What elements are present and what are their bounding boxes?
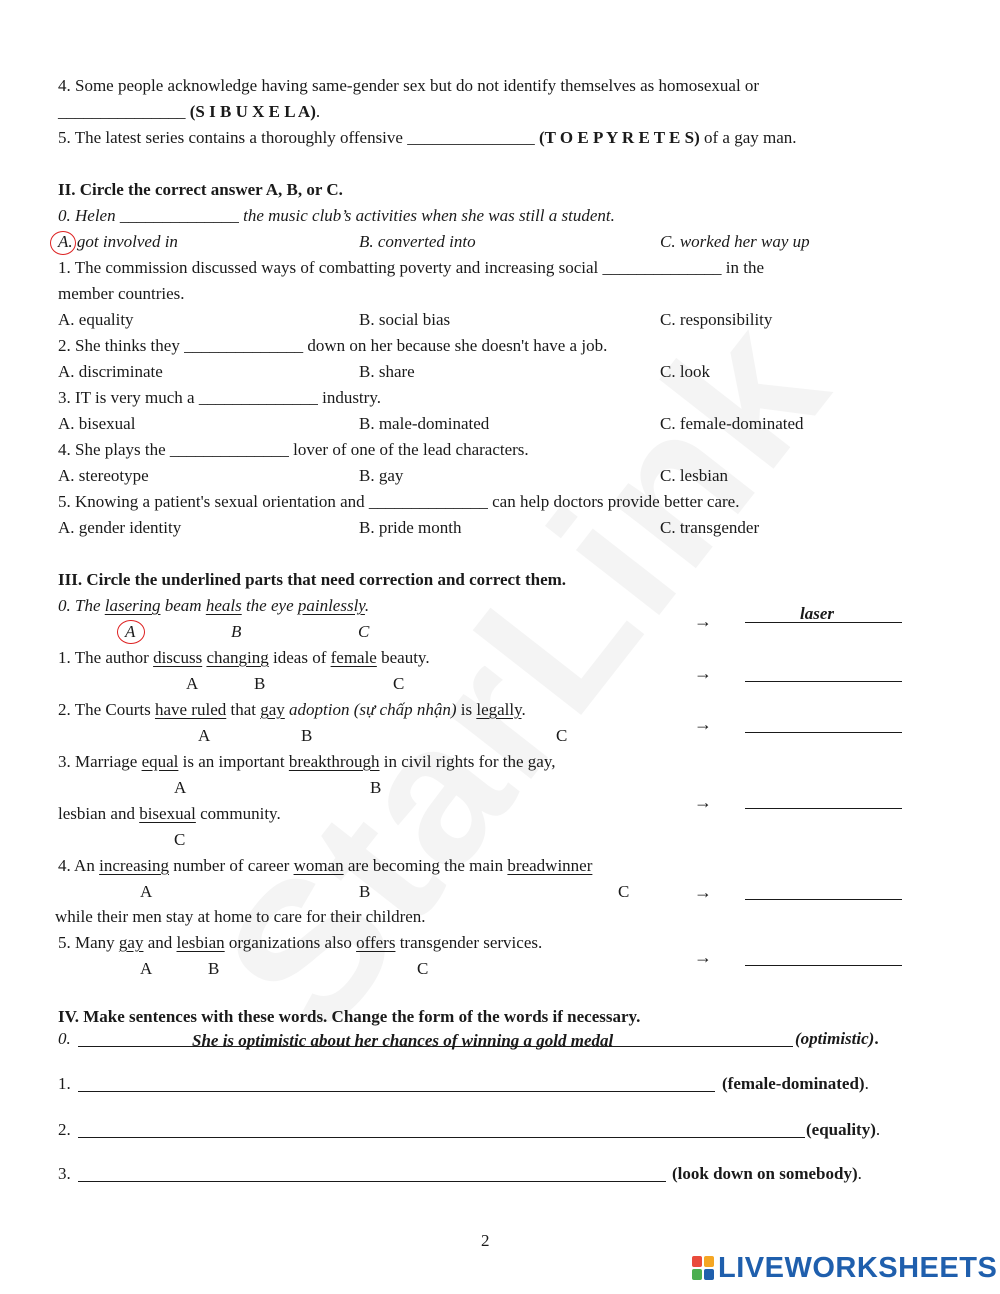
label-b: B (254, 674, 266, 693)
label-c: C (174, 830, 186, 849)
part3-q4-sentence (58, 855, 592, 877)
word-cue: (female-dominated) (722, 1074, 865, 1093)
part2-q1-option-c[interactable]: C. responsibility (660, 310, 773, 329)
label-a: A (186, 674, 199, 693)
part1-q5-clue: (T O E P Y R E T E S) (538, 128, 700, 147)
part2-q3-text: 3. IT is very much a ______________ industry. (58, 388, 381, 407)
arrow-icon: → (694, 792, 712, 812)
period: . (857, 1164, 862, 1183)
sentence-text: 2. The Courts (58, 700, 151, 719)
underlined-part-c[interactable]: female (330, 648, 377, 667)
arrow-icon: → (694, 663, 712, 683)
logo-icon (692, 1256, 714, 1280)
part4-example-number: 0. (58, 1029, 71, 1048)
label-a: A (140, 959, 153, 978)
part4-example-word (795, 1028, 879, 1050)
sentence-text: beauty. (381, 648, 430, 667)
part3-q1-sentence (58, 647, 430, 669)
label-a: A (140, 882, 153, 901)
label-c: C (556, 726, 568, 745)
sentence-text: beam (164, 596, 202, 615)
part1-q4-blank[interactable]: _______________ (58, 102, 186, 121)
label-a: A (174, 778, 187, 797)
underlined-part-b[interactable]: woman (293, 856, 344, 875)
part4-item-2-number: 2. (58, 1120, 71, 1139)
label-a: A (198, 726, 211, 745)
label-c: C (358, 622, 370, 641)
underlined-part-a[interactable]: increasing (99, 856, 169, 875)
part2-q1-text: 1. The commission discussed ways of combatting poverty and increasing social ______________ in the (58, 258, 765, 277)
part2-example-option-b[interactable]: B. converted into (359, 232, 476, 251)
part2-q2-option-c[interactable]: C. look (660, 362, 711, 381)
answer-blank-4[interactable] (745, 899, 902, 900)
part2-example-option-a[interactable]: A. got involved in (58, 232, 178, 251)
part3-q2-sentence (58, 699, 526, 721)
arrow-icon: → (694, 947, 712, 967)
sentence-text: is (460, 700, 473, 719)
part2-q3-option-c[interactable]: C. female-dominated (660, 414, 804, 433)
part2-q5-option-b[interactable]: B. pride month (359, 518, 462, 537)
part2-example-option-c[interactable]: C. worked her way up (660, 232, 810, 251)
sentence-text: community. (200, 804, 281, 823)
sentence-text: in civil rights for the gay, (383, 752, 556, 771)
part1-q5-blank[interactable]: _______________ (407, 128, 535, 147)
answer-circle (117, 620, 145, 644)
part2-q5-option-c[interactable]: C. transgender (660, 518, 760, 537)
part2-q3-option-a[interactable]: A. bisexual (58, 414, 136, 433)
sentence-text: 4. An (58, 856, 95, 875)
part2-q4-text: 4. She plays the ______________ lover of one of the lead characters. (58, 440, 529, 459)
underlined-part-a[interactable]: have ruled (154, 700, 227, 719)
underlined-part-a[interactable]: equal (141, 752, 179, 771)
part4-item-2-word (806, 1119, 880, 1141)
period: . (864, 1074, 869, 1093)
word-cue: (equality) (806, 1120, 876, 1139)
underlined-part-b[interactable]: lesbian (176, 933, 225, 952)
underlined-part-a[interactable]: lasering (104, 596, 161, 615)
part2-q5-text: 5. Knowing a patient's sexual orientation and ______________ can help doctors provide better care. (58, 492, 740, 511)
part3-q4-line2: while their men stay at home to care for their children. (55, 907, 426, 926)
part4-item-1-word (722, 1073, 869, 1095)
arrow-icon: → (694, 611, 712, 631)
underlined-part-a[interactable]: discuss (153, 648, 203, 667)
word-cue: (look down on somebody) (672, 1164, 858, 1183)
sentence-text: the eye (245, 596, 294, 615)
part4-example-answer: She is optimistic about her chances of winning a gold medal (192, 1031, 614, 1050)
word-cue: (optimistic) (795, 1029, 875, 1048)
part2-q1-text2: member countries. (58, 284, 185, 303)
label-c: C (618, 882, 630, 901)
sentence-text: number of career (173, 856, 290, 875)
label-c: C (393, 674, 405, 693)
part3-q3-sentence (58, 751, 555, 773)
sentence-text: lesbian and (58, 804, 135, 823)
underlined-part-c[interactable]: offers (356, 933, 396, 952)
period: . (874, 1029, 879, 1048)
part2-q3-option-b[interactable]: B. male-dominated (359, 414, 490, 433)
sentence-text: 5. Many (58, 933, 115, 952)
sentence-text: . (364, 596, 370, 615)
underlined-part-b[interactable]: gay (260, 700, 285, 719)
label-a: A (125, 622, 136, 641)
part3-q5-sentence (58, 932, 542, 954)
part4-item-2-line[interactable] (78, 1137, 805, 1138)
part2-q4-option-a[interactable]: A. stereotype (58, 466, 149, 485)
part2-q4-option-c[interactable]: C. lesbian (660, 466, 728, 485)
underlined-part-c[interactable]: bisexual (139, 804, 196, 823)
example-answer: laser (800, 604, 834, 623)
sentence-text: and (147, 933, 173, 952)
part2-q2-option-b[interactable]: B. share (359, 362, 415, 381)
part3-heading: III. Circle the underlined parts that need correction and correct them. (58, 570, 567, 589)
sentence-text: . (521, 700, 526, 719)
logo-text: LIVEWORKSHEETS (718, 1251, 998, 1284)
part2-q5-option-a[interactable]: A. gender identity (58, 518, 182, 537)
sentence-text: organizations also (228, 933, 352, 952)
part2-q2-option-a[interactable]: A. discriminate (58, 362, 163, 381)
part2-q4-option-b[interactable]: B. gay (359, 466, 404, 485)
sentence-text: that (230, 700, 256, 719)
answer-blank-2[interactable] (745, 732, 902, 733)
sentence-text: 3. Marriage (58, 752, 138, 771)
part4-item-3-number: 3. (58, 1164, 71, 1183)
sentence-text: 0. The (58, 596, 101, 615)
part1-q4-line1: 4. Some people acknowledge having same-gender sex but do not identify themselves as homosexual or (58, 76, 760, 95)
sentence-text: are becoming the main (347, 856, 504, 875)
label-c: C (417, 959, 429, 978)
part4-item-1-line[interactable] (78, 1091, 715, 1092)
part1-q5-end: of a gay man. (703, 128, 797, 147)
part1-q4-clue: (S I B U X E L A) (189, 102, 316, 121)
part4-item-1-number: 1. (58, 1074, 71, 1093)
page-number: 2 (481, 1231, 490, 1250)
underlined-part-b[interactable]: breakthrough (288, 752, 380, 771)
sentence-text: adoption (sự chấp nhận) (289, 700, 457, 719)
part2-q2-text: 2. She thinks they ______________ down on her because she doesn't have a job. (58, 336, 608, 355)
arrow-icon: → (694, 882, 712, 902)
underlined-part-b[interactable]: heals (205, 596, 242, 615)
label-b: B (231, 622, 242, 641)
sentence-text: transgender services. (399, 933, 543, 952)
sentence-text: is an important (182, 752, 285, 771)
answer-circle (50, 231, 76, 255)
label-b: B (301, 726, 313, 745)
part2-q1-option-b[interactable]: B. social bias (359, 310, 451, 329)
underlined-part-c[interactable]: painlessly (297, 596, 365, 615)
underlined-part-c[interactable]: breadwinner (507, 856, 593, 875)
period: . (875, 1120, 881, 1139)
liveworksheets-logo[interactable] (692, 1251, 997, 1285)
part2-q1-option-a[interactable]: A. equality (58, 310, 134, 329)
part1-q5 (58, 127, 797, 149)
sentence-text: 1. The author (58, 648, 149, 667)
sentence-text: ideas of (273, 648, 327, 667)
underlined-part-a[interactable]: gay (118, 933, 144, 952)
underlined-part-c[interactable]: legally (476, 700, 522, 719)
answer-blank-1[interactable] (745, 681, 902, 682)
label-b: B (370, 778, 382, 797)
answer-blank-5[interactable] (745, 965, 902, 966)
label-b: B (359, 882, 371, 901)
part1-q5-text: 5. The latest series contains a thoroughly offensive (58, 128, 403, 147)
answer-blank-3[interactable] (745, 808, 902, 809)
part3-q3-line2 (58, 803, 281, 825)
part2-example-question: 0. Helen ______________ the music club’s activities when she was still a student. (58, 206, 615, 225)
part1-q4-end: . (315, 102, 321, 121)
part3-example-sentence (58, 595, 369, 617)
underlined-part-b[interactable]: changing (206, 648, 269, 667)
part4-item-3-line[interactable] (78, 1181, 666, 1182)
part1-q4-line2 (58, 101, 320, 123)
label-b: B (208, 959, 220, 978)
part4-heading: IV. Make sentences with these words. Change the form of the words if necessary. (58, 1007, 641, 1026)
part4-item-3-word (672, 1163, 862, 1185)
arrow-icon: → (694, 714, 712, 734)
part2-heading: II. Circle the correct answer A, B, or C. (58, 180, 343, 199)
